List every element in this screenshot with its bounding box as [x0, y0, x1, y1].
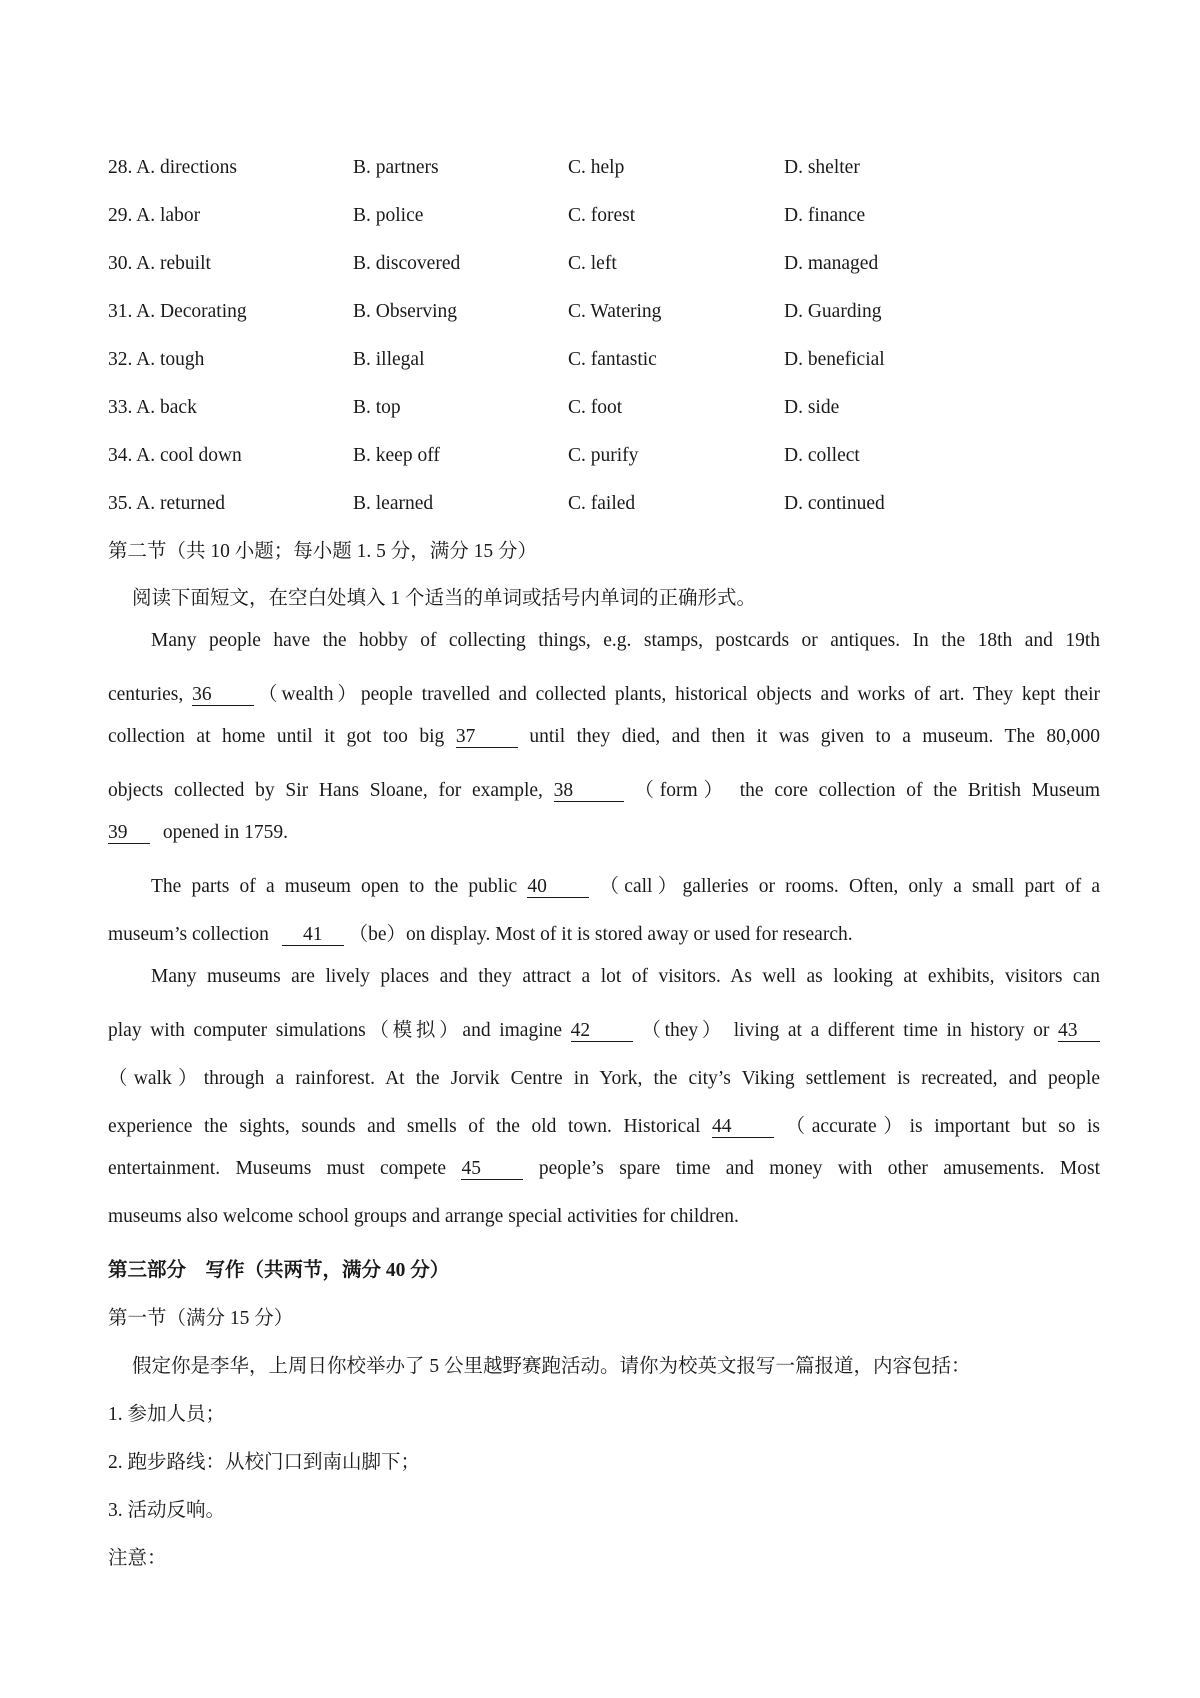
option-row: [108, 445, 1108, 475]
passage-line: Many people have the hobby of collecting things, e.g. stamps, postcards or antiques. In the 18th and 19th: [151, 630, 1100, 651]
passage-line: museum’s collection 41 （be）on display. Most of it is stored away or used for research.: [108, 924, 853, 945]
option-b[interactable]: B. discovered: [353, 253, 461, 274]
option-a[interactable]: 31. A. Decorating: [108, 301, 247, 322]
option-b[interactable]: B. top: [353, 397, 401, 418]
option-d[interactable]: D. continued: [784, 493, 885, 514]
option-b[interactable]: B. partners: [353, 157, 439, 178]
option-row: [108, 301, 1108, 331]
option-c[interactable]: C. foot: [568, 397, 623, 418]
option-b[interactable]: B. keep off: [353, 445, 440, 466]
passage-line: museums also welcome school groups and arrange special activities for children.: [108, 1206, 739, 1227]
option-d[interactable]: D. finance: [784, 205, 866, 226]
passage-line: （walk）through a rainforest. At the Jorvik Centre in York, the city’s Viking settlement is recreated, and people: [108, 1068, 1100, 1089]
passage-line: entertainment. Museums must compete 45 people’s spare time and money with other amusements. Most: [108, 1158, 1101, 1179]
passage-line: centuries, 36 （wealth）people travelled and collected plants, historical objects and works of art. They kept their: [108, 684, 1100, 705]
option-b[interactable]: B. learned: [353, 493, 434, 514]
option-c[interactable]: C. Watering: [568, 301, 662, 322]
option-c[interactable]: C. failed: [568, 493, 636, 514]
option-a[interactable]: 33. A. back: [108, 397, 197, 418]
blank-45[interactable]: 45: [461, 1159, 523, 1180]
blank-39[interactable]: 39: [108, 823, 150, 844]
option-a[interactable]: 29. A. labor: [108, 205, 201, 226]
section2-heading: 第二节（共 10 小题；每小题 1. 5 分，满分 15 分）: [108, 541, 538, 562]
option-a[interactable]: 35. A. returned: [108, 493, 225, 514]
option-c[interactable]: C. help: [568, 157, 625, 178]
blank-37[interactable]: 37: [456, 727, 518, 748]
writing-note: 注意：: [108, 1548, 167, 1569]
option-d[interactable]: D. managed: [784, 253, 879, 274]
section2-instruction: 阅读下面短文，在空白处填入 1 个适当的单词或括号内单词的正确形式。: [132, 588, 757, 609]
option-c[interactable]: C. purify: [568, 445, 639, 466]
option-c[interactable]: C. fantastic: [568, 349, 657, 370]
writing-item-1: 1. 参加人员；: [108, 1404, 226, 1425]
blank-38[interactable]: 38: [554, 781, 624, 802]
option-row: [108, 157, 1108, 187]
blank-43[interactable]: 43: [1058, 1021, 1100, 1042]
option-b[interactable]: B. illegal: [353, 349, 425, 370]
blank-40[interactable]: 40: [527, 877, 589, 898]
passage-line: 39 opened in 1759.: [108, 822, 288, 843]
option-d[interactable]: D. Guarding: [784, 301, 882, 322]
passage-line: collection at home until it got too big 37 until they died, and then it was given to a museum. The 80,000: [108, 726, 1101, 747]
option-d[interactable]: D. beneficial: [784, 349, 885, 370]
passage-line: objects collected by Sir Hans Sloane, for example, 38 （form） the core collection of the British Museum: [108, 780, 1100, 801]
option-d[interactable]: D. shelter: [784, 157, 860, 178]
option-d[interactable]: D. collect: [784, 445, 860, 466]
option-a[interactable]: 32. A. tough: [108, 349, 205, 370]
blank-42[interactable]: 42: [571, 1021, 633, 1042]
option-row: [108, 493, 1108, 523]
option-a[interactable]: 28. A. directions: [108, 157, 237, 178]
option-b[interactable]: B. Observing: [353, 301, 457, 322]
option-a[interactable]: 30. A. rebuilt: [108, 253, 211, 274]
option-c[interactable]: C. forest: [568, 205, 636, 226]
part3-section1: 第一节（满分 15 分）: [108, 1308, 294, 1329]
option-a[interactable]: 34. A. cool down: [108, 445, 242, 466]
passage-line: Many museums are lively places and they attract a lot of visitors. As well as looking at exhibits, visitors can: [151, 966, 1100, 987]
option-row: [108, 349, 1108, 379]
option-b[interactable]: B. police: [353, 205, 424, 226]
passage-line: experience the sights, sounds and smells of the old town. Historical 44 （accurate）is important but so is: [108, 1116, 1101, 1137]
option-row: [108, 397, 1108, 427]
blank-41[interactable]: 41: [282, 925, 344, 946]
option-c[interactable]: C. left: [568, 253, 617, 274]
writing-prompt: 假定你是李华，上周日你校举办了 5 公里越野赛跑活动。请你为校英文报写一篇报道，内容包括：: [132, 1356, 971, 1377]
part3-heading: 第三部分 写作（共两节，满分 40 分）: [108, 1260, 450, 1281]
passage-line: play with computer simulations（模拟）and imagine 42 （they） living at a different time in history or 43: [108, 1014, 1100, 1042]
option-d[interactable]: D. side: [784, 397, 840, 418]
blank-44[interactable]: 44: [712, 1117, 774, 1138]
option-row: [108, 253, 1108, 283]
option-row: [108, 205, 1108, 235]
writing-item-3: 3. 活动反响。: [108, 1500, 226, 1521]
blank-36[interactable]: 36: [192, 685, 254, 706]
writing-item-2: 2. 跑步路线：从校门口到南山脚下；: [108, 1452, 421, 1473]
passage-line: The parts of a museum open to the public 40 （call）galleries or rooms. Often, only a small part of a: [151, 876, 1101, 897]
